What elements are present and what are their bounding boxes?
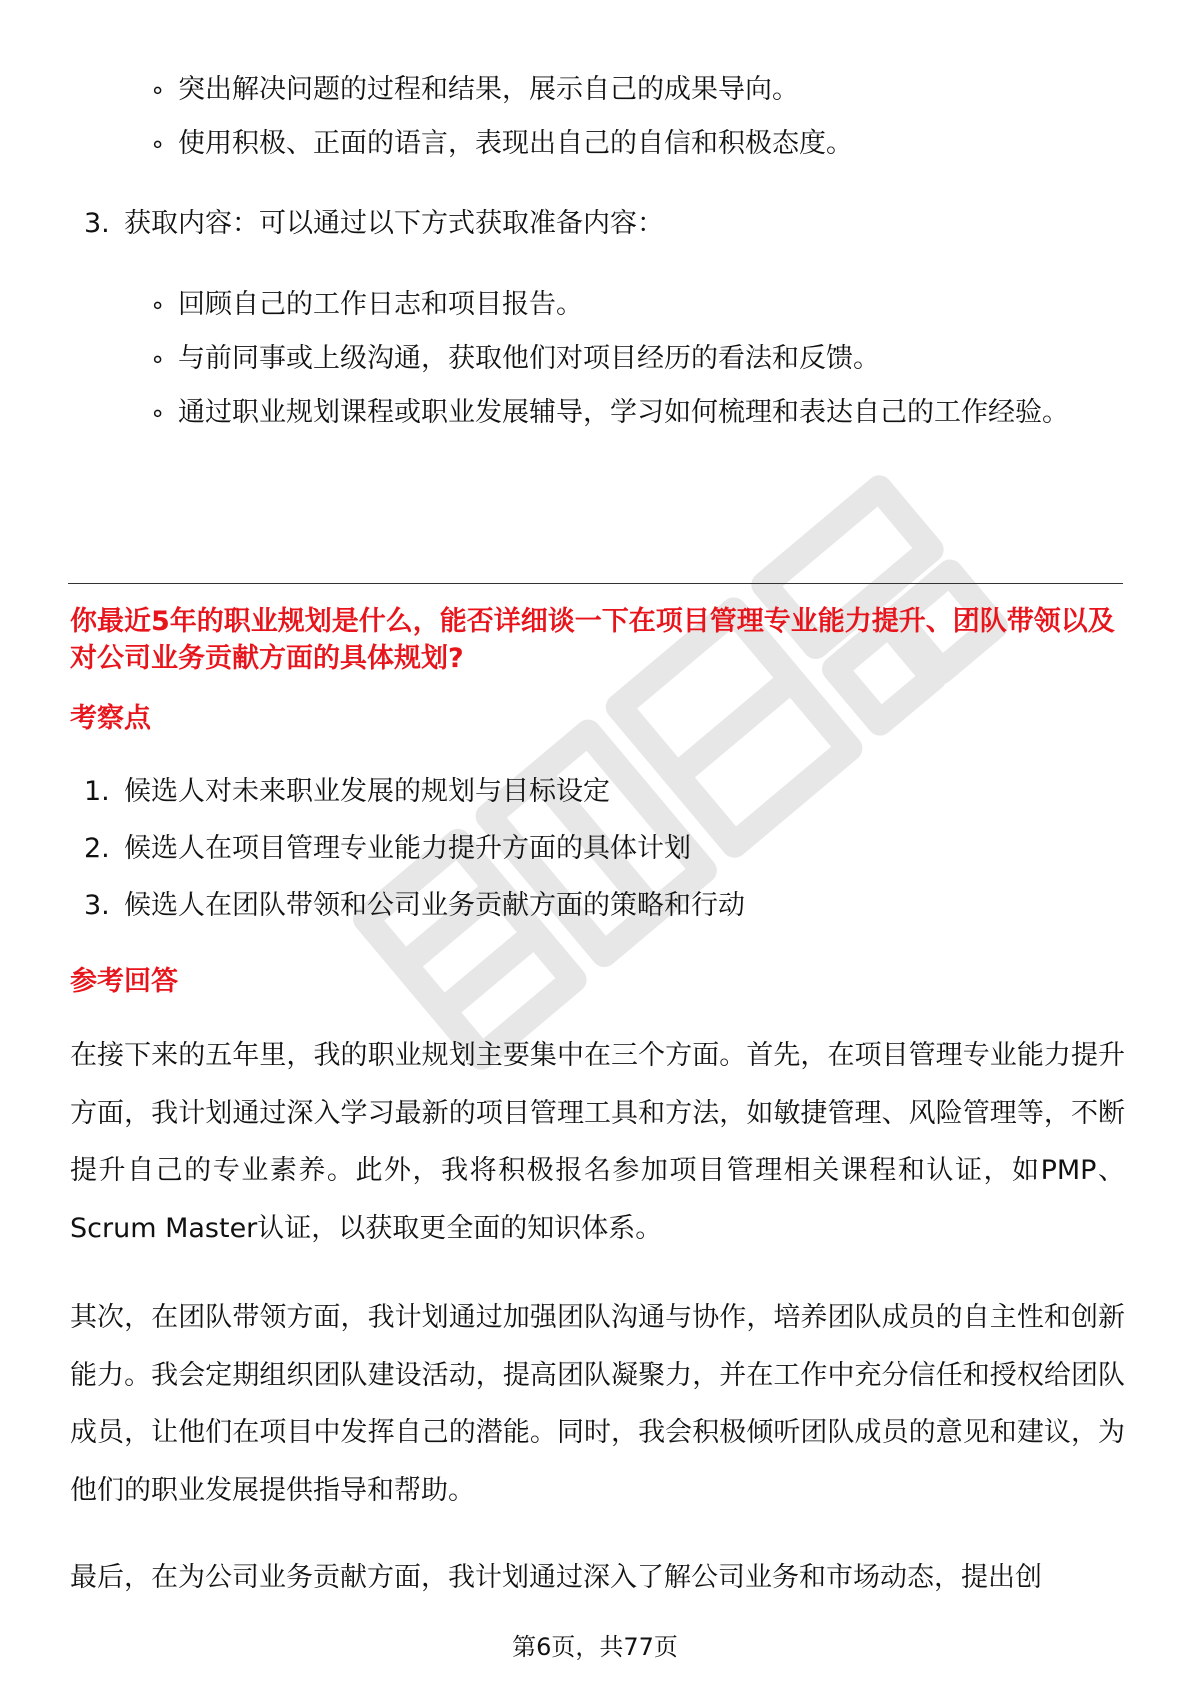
bullet-icon: ∘ — [150, 291, 166, 319]
numbered-item — [84, 763, 1104, 821]
list-item-text: 通过职业规划课程或职业发展辅导，学习如何梳理和表达自己的工作经验。 — [178, 397, 1069, 428]
list-item — [150, 61, 1100, 119]
bullet-icon: ∘ — [150, 130, 166, 158]
item-text: 获取内容：可以通过以下方式获取准备内容： — [124, 208, 664, 239]
list-item — [150, 384, 1090, 442]
list-item-text: 突出解决问题的过程和结果，展示自己的成果导向。 — [178, 74, 799, 105]
numbered-item — [84, 820, 1104, 878]
question-heading: 你最近5年的职业规划是什么，能否详细谈一下在项目管理专业能力提升、团队带领以及对公司业务贡献方面的具体规划? — [70, 606, 1115, 674]
answer-paragraph: 其次，在团队带领方面，我计划通过加强团队沟通与协作，培养团队成员的自主性和创新能力。我会定期组织团队建设活动，提高团队凝聚力，并在工作中充分信任和授权给团队成员，让他们在项目中发挥自己的潜能。同时，我会积极倾听团队成员的意见和建议，为他们的职业发展提供指导和帮助。 — [70, 1302, 1125, 1506]
list-item-text: 使用积极、正面的语言，表现出自己的自信和积极态度。 — [178, 128, 853, 159]
answer-heading: 参考回答 — [70, 966, 178, 997]
numbered-item — [84, 877, 1104, 935]
item-number: 2. — [84, 833, 110, 864]
item-text: 候选人在项目管理专业能力提升方面的具体计划 — [124, 833, 691, 864]
numbered-item — [84, 195, 1104, 253]
item-number: 1. — [84, 776, 110, 807]
list-item-text: 回顾自己的工作日志和项目报告。 — [178, 289, 583, 320]
bullet-icon: ∘ — [150, 399, 166, 427]
focus-heading: 考察点 — [70, 703, 151, 734]
bullet-icon: ∘ — [150, 345, 166, 373]
section-divider — [68, 583, 1123, 584]
list-item — [150, 115, 1100, 173]
item-text: 候选人在团队带领和公司业务贡献方面的策略和行动 — [124, 890, 745, 921]
item-number: 3. — [84, 208, 110, 239]
item-text: 候选人对未来职业发展的规划与目标设定 — [124, 776, 610, 807]
answer-paragraph: 最后，在为公司业务贡献方面，我计划通过深入了解公司业务和市场动态，提出创 — [70, 1562, 1042, 1593]
bullet-icon: ∘ — [150, 76, 166, 104]
list-item-text: 与前同事或上级沟通，获取他们对项目经历的看法和反馈。 — [178, 343, 880, 374]
item-number: 3. — [84, 890, 110, 921]
answer-paragraph: 在接下来的五年里，我的职业规划主要集中在三个方面。首先，在项目管理专业能力提升方面，我计划通过深入学习最新的项目管理工具和方法，如敏捷管理、风险管理等，不断提升自己的专业素养。此外，我将积极报名参加项目管理相关课程和认证，如PMP、Scrum Master认证，以获取更全面的知识体系。 — [70, 1040, 1125, 1244]
list-item — [150, 276, 1100, 334]
page-footer: 第6页，共77页 — [512, 1633, 678, 1661]
list-item — [150, 330, 1100, 388]
